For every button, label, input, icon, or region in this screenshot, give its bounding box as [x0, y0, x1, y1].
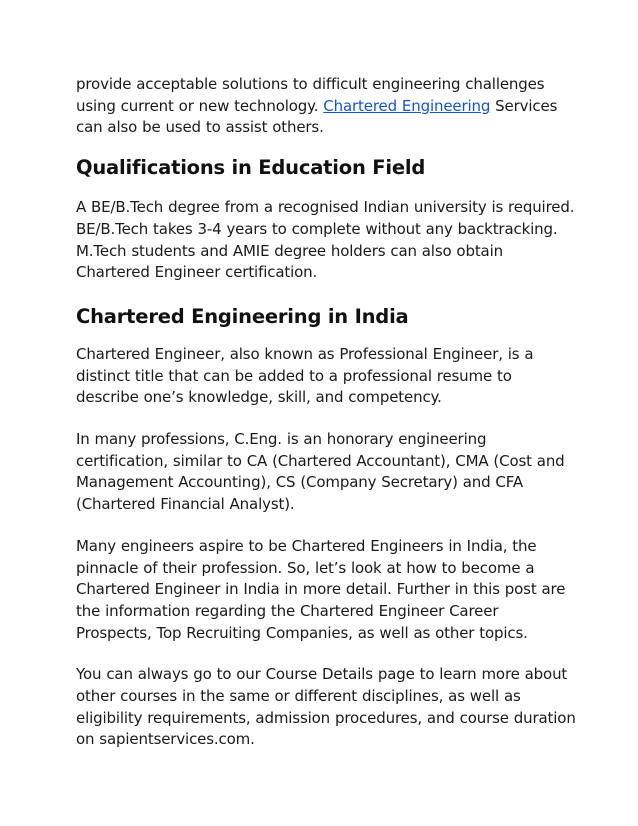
intro-paragraph [76, 74, 576, 139]
india-paragraph-3: Many engineers aspire to be Chartered Engineers in India, the pinnacle of their profession. So, let’s look at how to become a Chartered Engineer in India in more detail. Further in this post are the information regarding the Chartered Engineer Career Prospects, Top Recruiting Companies, as well as other topics. [76, 536, 566, 642]
india-heading: Chartered Engineering in India [76, 304, 409, 328]
india-paragraph-4: You can always go to our Course Details page to learn more about other courses in the same or different disciplines, as well as eligibility requirements, admission procedures, and course duration on sapientservices.com. [76, 665, 576, 749]
intro-text-after-link: Services can also be used to assist others. [76, 96, 558, 137]
intro-text-before-link: provide acceptable solutions to difficult engineering challenges using current or new technology. [76, 75, 545, 115]
document-body [76, 74, 576, 771]
education-paragraph: A BE/B.Tech degree from a recognised Indian university is required. BE/B.Tech takes 3-4 years to complete without any backtracking. M.Tech students and AMIE degree holders can also obtain Chartered Engineer certification. [76, 198, 575, 282]
india-paragraph-2: In many professions, C.Eng. is an honorary engineering certification, similar to CA (Chartered Accountant), CMA (Cost and Management Accounting), CS (Company Secretary) and CFA (Chartered Financial Analyst). [76, 430, 565, 514]
education-heading: Qualifications in Education Field [76, 156, 426, 180]
chartered-engineering-link[interactable]: Chartered Engineering [323, 96, 491, 115]
india-paragraph-1: Chartered Engineer, also known as Professional Engineer, is a distinct title that can be added to a professional resume to describe one’s knowledge, skill, and competency. [76, 344, 534, 407]
